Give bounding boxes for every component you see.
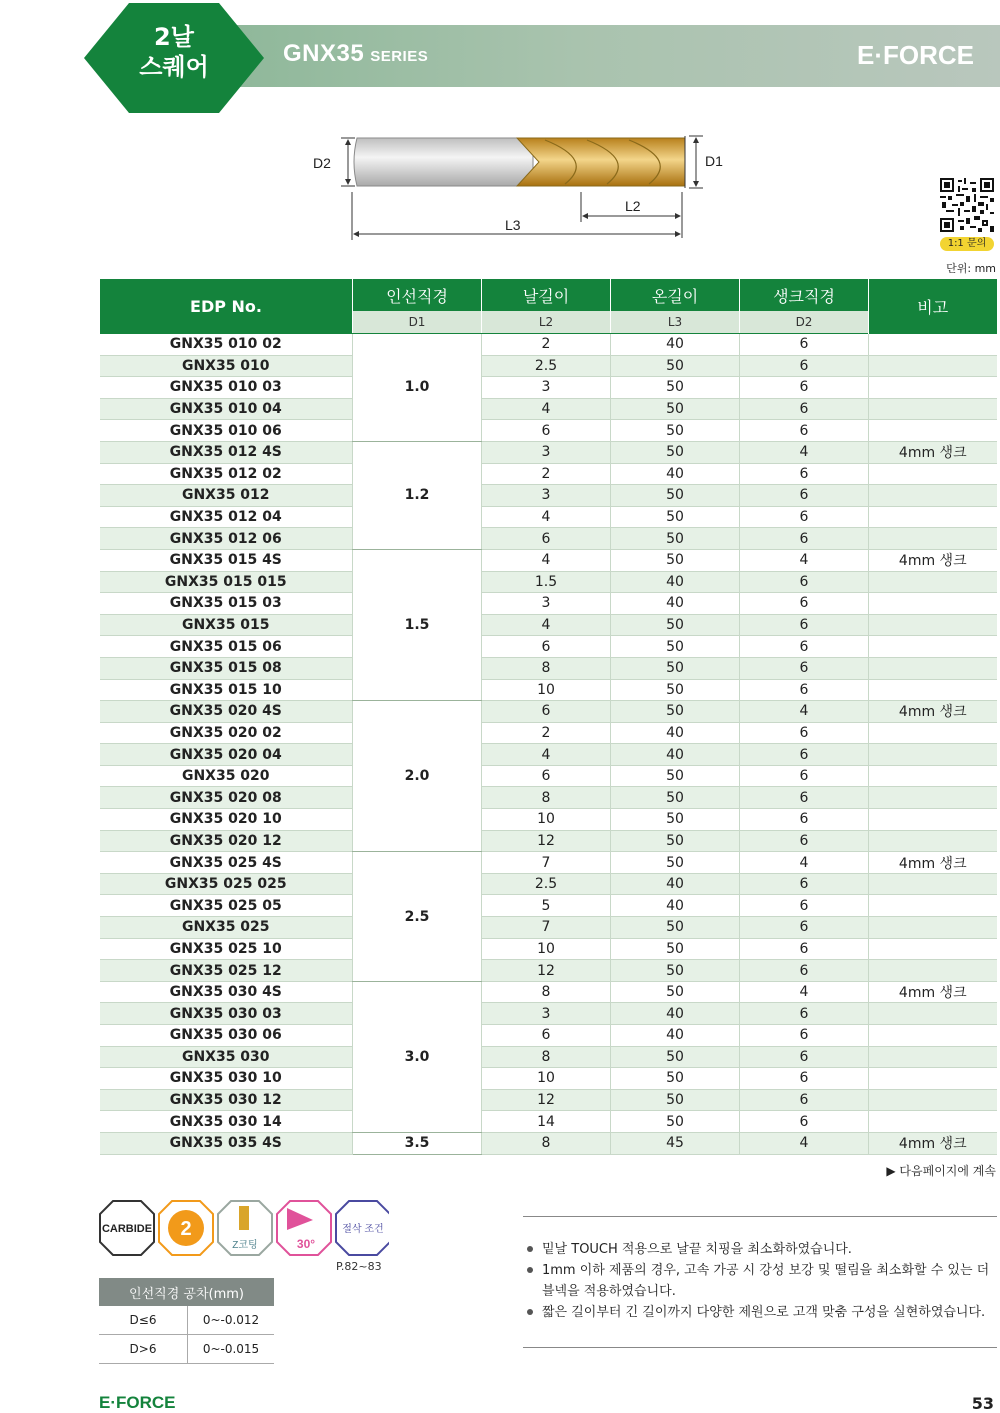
remark-cell bbox=[869, 1003, 997, 1025]
shank-dia-cell: 6 bbox=[740, 657, 869, 679]
flute-length-cell: 10 bbox=[482, 679, 611, 701]
remark-cell bbox=[869, 657, 997, 679]
overall-length-cell: 50 bbox=[611, 549, 740, 571]
overall-length-cell: 50 bbox=[611, 441, 740, 463]
remark-cell bbox=[869, 765, 997, 787]
sub-header-l3: L3 bbox=[611, 311, 740, 334]
col-header-cutting-dia: 인선직경 bbox=[353, 279, 482, 311]
table-row bbox=[100, 593, 997, 615]
remark-cell: 4mm 생크 bbox=[869, 701, 997, 723]
remark-cell bbox=[869, 744, 997, 766]
sub-header-l2: L2 bbox=[482, 311, 611, 334]
flute-length-cell: 3 bbox=[482, 441, 611, 463]
remark-cell bbox=[869, 938, 997, 960]
remark-cell bbox=[869, 636, 997, 658]
table-row bbox=[100, 528, 997, 550]
overall-length-cell: 50 bbox=[611, 528, 740, 550]
unit-label: 단위: mm bbox=[946, 262, 996, 275]
cutting-conditions-label: 절삭 조건 bbox=[342, 1224, 384, 1235]
table-row bbox=[100, 1046, 997, 1068]
edp-number-cell: GNX35 020 02 bbox=[100, 722, 353, 744]
table-row bbox=[100, 830, 997, 852]
overall-length-cell: 40 bbox=[611, 593, 740, 615]
edp-number-cell: GNX35 015 08 bbox=[100, 657, 353, 679]
tolerance-value: 0~-0.012 bbox=[188, 1306, 275, 1335]
col-header-edp: EDP No. bbox=[100, 279, 353, 334]
shank-dia-cell: 6 bbox=[740, 830, 869, 852]
flute-length-cell: 8 bbox=[482, 1132, 611, 1154]
table-row bbox=[100, 441, 997, 463]
table-row bbox=[100, 1068, 997, 1090]
end-mill-diagram bbox=[305, 126, 745, 246]
overall-length-cell: 40 bbox=[611, 744, 740, 766]
table-row bbox=[100, 787, 997, 809]
edp-number-cell: GNX35 020 08 bbox=[100, 787, 353, 809]
tolerance-table bbox=[99, 1278, 274, 1364]
flute-length-cell: 7 bbox=[482, 852, 611, 874]
cutting-dia-cell: 1.5 bbox=[353, 549, 482, 700]
label-d1: D1 bbox=[705, 153, 723, 169]
spec-table-body bbox=[100, 334, 997, 1155]
qr-inquiry-label[interactable]: 1:1 문의 bbox=[940, 237, 994, 251]
col-header-remark: 비고 bbox=[869, 279, 997, 334]
spec-table bbox=[99, 279, 997, 1155]
shank-dia-cell: 6 bbox=[740, 1046, 869, 1068]
remark-cell bbox=[869, 377, 997, 399]
flute-length-cell: 6 bbox=[482, 701, 611, 723]
overall-length-cell: 50 bbox=[611, 917, 740, 939]
flute-length-cell: 3 bbox=[482, 593, 611, 615]
remark-cell bbox=[869, 830, 997, 852]
table-row bbox=[100, 938, 997, 960]
remark-cell: 4mm 생크 bbox=[869, 441, 997, 463]
remark-cell: 4mm 생크 bbox=[869, 1132, 997, 1154]
flute-length-cell: 2 bbox=[482, 334, 611, 356]
shank-dia-cell: 6 bbox=[740, 938, 869, 960]
flute-length-cell: 14 bbox=[482, 1111, 611, 1133]
remark-cell bbox=[869, 334, 997, 356]
cutting-dia-cell: 2.5 bbox=[353, 852, 482, 982]
flute-length-cell: 12 bbox=[482, 960, 611, 982]
cutting-dia-cell: 1.2 bbox=[353, 441, 482, 549]
tolerance-cond: D≤6 bbox=[99, 1306, 188, 1335]
label-d2: D2 bbox=[313, 155, 331, 171]
helix-angle-icon bbox=[277, 1201, 331, 1255]
flute-length-cell: 8 bbox=[482, 1046, 611, 1068]
cutting-conditions-page-ref[interactable]: P.82~83 bbox=[336, 1260, 382, 1273]
overall-length-cell: 50 bbox=[611, 506, 740, 528]
bullet-icon bbox=[527, 1246, 533, 1252]
shank-dia-cell: 6 bbox=[740, 1089, 869, 1111]
table-row bbox=[100, 420, 997, 442]
overall-length-cell: 50 bbox=[611, 981, 740, 1003]
remark-cell bbox=[869, 398, 997, 420]
edp-number-cell: GNX35 025 4S bbox=[100, 852, 353, 874]
category-label bbox=[84, 22, 264, 82]
edp-number-cell: GNX35 025 10 bbox=[100, 938, 353, 960]
bullet-icon bbox=[527, 1309, 533, 1315]
edp-number-cell: GNX35 015 10 bbox=[100, 679, 353, 701]
col-header-flute-length: 날길이 bbox=[482, 279, 611, 311]
table-row bbox=[100, 571, 997, 593]
shank-dia-cell: 6 bbox=[740, 398, 869, 420]
edp-number-cell: GNX35 012 04 bbox=[100, 506, 353, 528]
feature-note-text: 밑날 TOUCH 적용으로 날끝 치핑을 최소화하였습니다. bbox=[542, 1242, 852, 1257]
flute-length-cell: 3 bbox=[482, 485, 611, 507]
tolerance-value: 0~-0.015 bbox=[188, 1335, 275, 1364]
edp-number-cell: GNX35 020 10 bbox=[100, 809, 353, 831]
remark-cell bbox=[869, 873, 997, 895]
table-row bbox=[100, 1132, 997, 1154]
edp-number-cell: GNX35 020 4S bbox=[100, 701, 353, 723]
table-row bbox=[100, 1003, 997, 1025]
shank-dia-cell: 4 bbox=[740, 852, 869, 874]
shank-dia-cell: 6 bbox=[740, 873, 869, 895]
table-row bbox=[100, 398, 997, 420]
overall-length-cell: 50 bbox=[611, 787, 740, 809]
remark-cell bbox=[869, 679, 997, 701]
edp-number-cell: GNX35 030 03 bbox=[100, 1003, 353, 1025]
bullet-icon bbox=[527, 1267, 533, 1273]
edp-number-cell: GNX35 012 4S bbox=[100, 441, 353, 463]
table-row bbox=[100, 614, 997, 636]
flute-length-cell: 2.5 bbox=[482, 355, 611, 377]
overall-length-cell: 40 bbox=[611, 571, 740, 593]
overall-length-cell: 50 bbox=[611, 765, 740, 787]
qr-code[interactable] bbox=[940, 178, 994, 232]
table-row bbox=[100, 1111, 997, 1133]
shank-dia-cell: 4 bbox=[740, 441, 869, 463]
shank-dia-cell: 4 bbox=[740, 1132, 869, 1154]
sub-header-d2: D2 bbox=[740, 311, 869, 334]
table-row bbox=[100, 852, 997, 874]
overall-length-cell: 50 bbox=[611, 420, 740, 442]
remark-cell bbox=[869, 614, 997, 636]
table-row bbox=[100, 355, 997, 377]
edp-number-cell: GNX35 020 04 bbox=[100, 744, 353, 766]
overall-length-cell: 50 bbox=[611, 938, 740, 960]
shank-dia-cell: 6 bbox=[740, 528, 869, 550]
flute-length-cell: 4 bbox=[482, 744, 611, 766]
table-row bbox=[100, 463, 997, 485]
flute-length-cell: 4 bbox=[482, 398, 611, 420]
flute-length-cell: 3 bbox=[482, 377, 611, 399]
flute-length-cell: 12 bbox=[482, 1089, 611, 1111]
flute-length-cell: 10 bbox=[482, 1068, 611, 1090]
remark-cell bbox=[869, 485, 997, 507]
edp-number-cell: GNX35 015 06 bbox=[100, 636, 353, 658]
label-l2: L2 bbox=[625, 198, 641, 214]
shank-dia-cell: 6 bbox=[740, 593, 869, 615]
edp-number-cell: GNX35 020 bbox=[100, 765, 353, 787]
remark-cell bbox=[869, 809, 997, 831]
overall-length-cell: 50 bbox=[611, 377, 740, 399]
edp-number-cell: GNX35 030 bbox=[100, 1046, 353, 1068]
shank-dia-cell: 6 bbox=[740, 679, 869, 701]
edp-number-cell: GNX35 030 10 bbox=[100, 1068, 353, 1090]
carbide-icon bbox=[100, 1201, 154, 1255]
edp-number-cell: GNX35 025 bbox=[100, 917, 353, 939]
overall-length-cell: 40 bbox=[611, 463, 740, 485]
shank-dia-cell: 6 bbox=[740, 506, 869, 528]
overall-length-cell: 40 bbox=[611, 722, 740, 744]
cutting-dia-cell: 3.0 bbox=[353, 981, 482, 1132]
table-row bbox=[100, 657, 997, 679]
table-row bbox=[100, 1089, 997, 1111]
shank-dia-cell: 6 bbox=[740, 420, 869, 442]
overall-length-cell: 50 bbox=[611, 1111, 740, 1133]
shank-dia-cell: 6 bbox=[740, 485, 869, 507]
flute-length-cell: 6 bbox=[482, 420, 611, 442]
brand-logo: E·FORCE bbox=[857, 40, 974, 70]
remark-cell bbox=[869, 463, 997, 485]
footer-brand: E·FORCE bbox=[99, 1393, 176, 1412]
page-number: 53 bbox=[971, 1394, 994, 1413]
overall-length-cell: 50 bbox=[611, 614, 740, 636]
flute-length-cell: 1.5 bbox=[482, 571, 611, 593]
remark-cell bbox=[869, 355, 997, 377]
edp-number-cell: GNX35 030 06 bbox=[100, 1025, 353, 1047]
remark-cell bbox=[869, 593, 997, 615]
helix-label: 30° bbox=[296, 1237, 316, 1251]
remark-cell bbox=[869, 420, 997, 442]
continue-next-page: ▶ 다음페이지에 계속 bbox=[886, 1164, 996, 1178]
flute-length-cell: 7 bbox=[482, 917, 611, 939]
overall-length-cell: 50 bbox=[611, 1089, 740, 1111]
series-name: GNX35 bbox=[283, 40, 365, 67]
feature-note bbox=[523, 1302, 997, 1323]
flute-length-cell: 6 bbox=[482, 528, 611, 550]
shank-dia-cell: 6 bbox=[740, 787, 869, 809]
edp-number-cell: GNX35 035 4S bbox=[100, 1132, 353, 1154]
table-row bbox=[100, 765, 997, 787]
category-line2: 스퀘어 bbox=[139, 53, 209, 81]
table-row bbox=[100, 960, 997, 982]
flute-length-cell: 4 bbox=[482, 506, 611, 528]
shank-dia-cell: 6 bbox=[740, 355, 869, 377]
feature-note-text: 1mm 이하 제품의 경우, 고속 가공 시 강성 보강 및 떨림을 최소화할 수 있는 더블넥을 적용하였습니다. bbox=[542, 1263, 990, 1299]
edp-number-cell: GNX35 012 bbox=[100, 485, 353, 507]
edp-number-cell: GNX35 010 03 bbox=[100, 377, 353, 399]
table-row bbox=[100, 809, 997, 831]
table-row bbox=[100, 334, 997, 356]
table-row bbox=[100, 701, 997, 723]
overall-length-cell: 40 bbox=[611, 895, 740, 917]
table-row bbox=[100, 636, 997, 658]
edp-number-cell: GNX35 015 4S bbox=[100, 549, 353, 571]
edp-number-cell: GNX35 015 03 bbox=[100, 593, 353, 615]
feature-notes bbox=[523, 1216, 997, 1348]
flute-length-cell: 2 bbox=[482, 722, 611, 744]
remark-cell: 4mm 생크 bbox=[869, 981, 997, 1003]
table-row bbox=[100, 549, 997, 571]
shank-dia-cell: 6 bbox=[740, 1068, 869, 1090]
category-line1: 2날 bbox=[154, 23, 194, 51]
cutting-conditions-icon[interactable] bbox=[336, 1201, 389, 1255]
overall-length-cell: 40 bbox=[611, 1025, 740, 1047]
table-row bbox=[100, 722, 997, 744]
edp-number-cell: GNX35 025 05 bbox=[100, 895, 353, 917]
table-row bbox=[100, 506, 997, 528]
flute-length-cell: 8 bbox=[482, 981, 611, 1003]
remark-cell bbox=[869, 895, 997, 917]
remark-cell bbox=[869, 917, 997, 939]
shank-dia-cell: 6 bbox=[740, 744, 869, 766]
edp-number-cell: GNX35 030 4S bbox=[100, 981, 353, 1003]
edp-number-cell: GNX35 010 06 bbox=[100, 420, 353, 442]
cutting-dia-cell: 3.5 bbox=[353, 1132, 482, 1154]
col-header-overall-length: 온길이 bbox=[611, 279, 740, 311]
edp-number-cell: GNX35 020 12 bbox=[100, 830, 353, 852]
flute-length-cell: 8 bbox=[482, 787, 611, 809]
flute-length-cell: 2 bbox=[482, 463, 611, 485]
carbide-label: CARBIDE bbox=[101, 1223, 153, 1235]
table-row bbox=[100, 981, 997, 1003]
feature-icons bbox=[99, 1198, 389, 1258]
shank-dia-cell: 6 bbox=[740, 1111, 869, 1133]
series-suffix: SERIES bbox=[370, 48, 429, 65]
shank-dia-cell: 6 bbox=[740, 571, 869, 593]
edp-number-cell: GNX35 030 12 bbox=[100, 1089, 353, 1111]
overall-length-cell: 40 bbox=[611, 1003, 740, 1025]
overall-length-cell: 50 bbox=[611, 679, 740, 701]
edp-number-cell: GNX35 025 025 bbox=[100, 873, 353, 895]
edp-number-cell: GNX35 025 12 bbox=[100, 960, 353, 982]
flute-length-cell: 6 bbox=[482, 765, 611, 787]
feature-note bbox=[523, 1239, 997, 1260]
shank-dia-cell: 6 bbox=[740, 334, 869, 356]
edp-number-cell: GNX35 010 bbox=[100, 355, 353, 377]
overall-length-cell: 50 bbox=[611, 485, 740, 507]
shank-dia-cell: 6 bbox=[740, 809, 869, 831]
table-row bbox=[100, 679, 997, 701]
flute-length-cell: 8 bbox=[482, 657, 611, 679]
table-row bbox=[100, 485, 997, 507]
flute-length-cell: 6 bbox=[482, 636, 611, 658]
shank-dia-cell: 6 bbox=[740, 722, 869, 744]
series-title bbox=[283, 40, 428, 68]
edp-number-cell: GNX35 015 bbox=[100, 614, 353, 636]
edp-number-cell: GNX35 012 02 bbox=[100, 463, 353, 485]
overall-length-cell: 50 bbox=[611, 701, 740, 723]
overall-length-cell: 50 bbox=[611, 636, 740, 658]
feature-note-text: 짧은 길이부터 긴 길이까지 다양한 제원으로 고객 맞춤 구성을 실현하였습니다. bbox=[542, 1305, 986, 1320]
tolerance-cond: D>6 bbox=[99, 1335, 188, 1364]
remark-cell: 4mm 생크 bbox=[869, 549, 997, 571]
overall-length-cell: 50 bbox=[611, 809, 740, 831]
shank-dia-cell: 6 bbox=[740, 636, 869, 658]
flute-length-cell: 6 bbox=[482, 1025, 611, 1047]
remark-cell bbox=[869, 1089, 997, 1111]
remark-cell bbox=[869, 960, 997, 982]
overall-length-cell: 50 bbox=[611, 657, 740, 679]
overall-length-cell: 50 bbox=[611, 830, 740, 852]
remark-cell bbox=[869, 571, 997, 593]
shank-dia-cell: 6 bbox=[740, 960, 869, 982]
table-row bbox=[100, 895, 997, 917]
table-row bbox=[100, 744, 997, 766]
cutting-dia-cell: 1.0 bbox=[353, 334, 482, 442]
shank-dia-cell: 6 bbox=[740, 1025, 869, 1047]
remark-cell bbox=[869, 1046, 997, 1068]
overall-length-cell: 50 bbox=[611, 398, 740, 420]
flute-length-cell: 5 bbox=[482, 895, 611, 917]
coating-label: Z코팅 bbox=[232, 1240, 258, 1251]
overall-length-cell: 50 bbox=[611, 852, 740, 874]
two-flute-icon bbox=[159, 1201, 213, 1255]
remark-cell bbox=[869, 722, 997, 744]
edp-number-cell: GNX35 030 14 bbox=[100, 1111, 353, 1133]
label-l3: L3 bbox=[505, 217, 521, 233]
remark-cell bbox=[869, 1068, 997, 1090]
shank-dia-cell: 6 bbox=[740, 463, 869, 485]
flute-length-cell: 2.5 bbox=[482, 873, 611, 895]
shank-dia-cell: 6 bbox=[740, 377, 869, 399]
shank-dia-cell: 6 bbox=[740, 765, 869, 787]
remark-cell: 4mm 생크 bbox=[869, 852, 997, 874]
table-row bbox=[100, 873, 997, 895]
remark-cell bbox=[869, 1111, 997, 1133]
table-row bbox=[100, 1025, 997, 1047]
overall-length-cell: 50 bbox=[611, 1068, 740, 1090]
shank-dia-cell: 6 bbox=[740, 614, 869, 636]
table-row bbox=[100, 917, 997, 939]
shank-dia-cell: 6 bbox=[740, 895, 869, 917]
shank-dia-cell: 4 bbox=[740, 549, 869, 571]
flute-length-cell: 10 bbox=[482, 938, 611, 960]
overall-length-cell: 40 bbox=[611, 334, 740, 356]
flute-length-cell: 10 bbox=[482, 809, 611, 831]
shank-dia-cell: 6 bbox=[740, 917, 869, 939]
z-coating-icon bbox=[218, 1201, 272, 1255]
overall-length-cell: 40 bbox=[611, 873, 740, 895]
remark-cell bbox=[869, 506, 997, 528]
remark-cell bbox=[869, 787, 997, 809]
shank-dia-cell: 4 bbox=[740, 701, 869, 723]
flute-length-cell: 4 bbox=[482, 614, 611, 636]
edp-number-cell: GNX35 012 06 bbox=[100, 528, 353, 550]
overall-length-cell: 45 bbox=[611, 1132, 740, 1154]
overall-length-cell: 50 bbox=[611, 1046, 740, 1068]
col-header-shank-dia: 생크직경 bbox=[740, 279, 869, 311]
flute-length-cell: 12 bbox=[482, 830, 611, 852]
flute-length-cell: 3 bbox=[482, 1003, 611, 1025]
flute-length-cell: 4 bbox=[482, 549, 611, 571]
edp-number-cell: GNX35 010 04 bbox=[100, 398, 353, 420]
table-row bbox=[100, 377, 997, 399]
sub-header-d1: D1 bbox=[353, 311, 482, 334]
shank-dia-cell: 4 bbox=[740, 981, 869, 1003]
overall-length-cell: 50 bbox=[611, 355, 740, 377]
flute-count: 2 bbox=[180, 1218, 192, 1240]
overall-length-cell: 50 bbox=[611, 960, 740, 982]
tolerance-title: 인선직경 공차(mm) bbox=[99, 1278, 274, 1306]
remark-cell bbox=[869, 1025, 997, 1047]
cutting-dia-cell: 2.0 bbox=[353, 701, 482, 852]
edp-number-cell: GNX35 010 02 bbox=[100, 334, 353, 356]
edp-number-cell: GNX35 015 015 bbox=[100, 571, 353, 593]
feature-note bbox=[523, 1260, 997, 1302]
remark-cell bbox=[869, 528, 997, 550]
shank-dia-cell: 6 bbox=[740, 1003, 869, 1025]
